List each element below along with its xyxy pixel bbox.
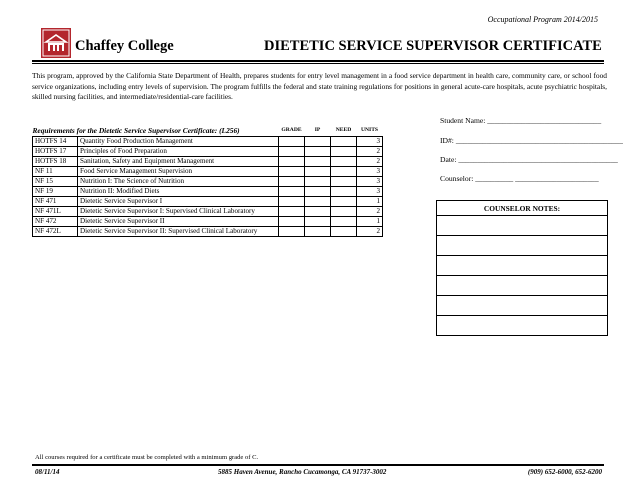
counselor-notes-line[interactable] bbox=[437, 236, 608, 256]
ip-cell[interactable] bbox=[305, 227, 331, 237]
requirements-header-row bbox=[33, 121, 383, 137]
course-row bbox=[33, 207, 383, 217]
units-cell: 2 bbox=[357, 207, 383, 217]
ip-column-header: IP bbox=[305, 121, 331, 137]
course-name: Sanitation, Safety and Equipment Management bbox=[78, 157, 279, 167]
need-cell[interactable] bbox=[331, 137, 357, 147]
grade-cell[interactable] bbox=[279, 157, 305, 167]
header-divider-secondary bbox=[32, 63, 604, 64]
course-name: Food Service Management Supervision bbox=[78, 167, 279, 177]
course-code: NF 15 bbox=[33, 177, 78, 187]
units-cell: 3 bbox=[357, 187, 383, 197]
ip-cell[interactable] bbox=[305, 177, 331, 187]
units-cell: 2 bbox=[357, 227, 383, 237]
program-year: Occupational Program 2014/2015 bbox=[487, 15, 598, 24]
grade-cell[interactable] bbox=[279, 197, 305, 207]
counselor-notes-line[interactable] bbox=[437, 276, 608, 296]
units-cell: 3 bbox=[357, 167, 383, 177]
counselor-notes-line[interactable] bbox=[437, 296, 608, 316]
need-cell[interactable] bbox=[331, 217, 357, 227]
need-cell[interactable] bbox=[331, 167, 357, 177]
course-name: Dietetic Service Supervisor I: Supervised Clinical Laboratory bbox=[78, 207, 279, 217]
ip-cell[interactable] bbox=[305, 217, 331, 227]
course-row bbox=[33, 217, 383, 227]
course-row bbox=[33, 197, 383, 207]
course-row bbox=[33, 227, 383, 237]
college-name: Chaffey College bbox=[75, 38, 174, 54]
grade-cell[interactable] bbox=[279, 227, 305, 237]
counselor-notes-box bbox=[436, 200, 608, 336]
course-row bbox=[33, 147, 383, 157]
student-name-field[interactable]: Student Name: ______________________________ bbox=[440, 116, 602, 125]
units-cell: 1 bbox=[357, 217, 383, 227]
course-name: Dietetic Service Supervisor I bbox=[78, 197, 279, 207]
course-name: Dietetic Service Supervisor II bbox=[78, 217, 279, 227]
grade-cell[interactable] bbox=[279, 207, 305, 217]
units-cell: 3 bbox=[357, 137, 383, 147]
course-name: Principles of Food Preparation bbox=[78, 147, 279, 157]
need-cell[interactable] bbox=[331, 147, 357, 157]
course-code: NF 471L bbox=[33, 207, 78, 217]
units-cell: 2 bbox=[357, 157, 383, 167]
need-cell[interactable] bbox=[331, 227, 357, 237]
units-cell: 2 bbox=[357, 147, 383, 157]
ip-cell[interactable] bbox=[305, 167, 331, 177]
course-row bbox=[33, 177, 383, 187]
grade-cell[interactable] bbox=[279, 147, 305, 157]
course-code: HOTFS 14 bbox=[33, 137, 78, 147]
course-code: NF 472 bbox=[33, 217, 78, 227]
ip-cell[interactable] bbox=[305, 197, 331, 207]
course-name: Nutrition I: The Science of Nutrition bbox=[78, 177, 279, 187]
units-column-header: UNITS bbox=[357, 121, 383, 137]
course-code: NF 11 bbox=[33, 167, 78, 177]
course-code: NF 19 bbox=[33, 187, 78, 197]
course-row bbox=[33, 167, 383, 177]
course-row bbox=[33, 187, 383, 197]
program-description: This program, approved by the California State Department of Health, prepares students for entry level management in a food service department in health care, community care, or school food service organizations, including entry levels of supervision. The program fulfills the federal and state training regulations for positions in general acute-care hospitals, acute psychiatric hospitals, skilled nursing facilities, and intermediate/residential-care facilities. bbox=[32, 71, 607, 101]
grade-cell[interactable] bbox=[279, 187, 305, 197]
ip-cell[interactable] bbox=[305, 187, 331, 197]
ip-cell[interactable] bbox=[305, 157, 331, 167]
grade-cell[interactable] bbox=[279, 167, 305, 177]
ip-cell[interactable] bbox=[305, 137, 331, 147]
footer-phone: (909) 652-6000, 652-6200 bbox=[527, 468, 602, 476]
certificate-title: DIETETIC SERVICE SUPERVISOR CERTIFICATE bbox=[264, 38, 602, 54]
need-column-header: NEED bbox=[331, 121, 357, 137]
grade-cell[interactable] bbox=[279, 137, 305, 147]
requirements-title: Requirements for the Dietetic Service Supervisor Certificate: (L256) bbox=[33, 121, 279, 137]
units-cell: 1 bbox=[357, 197, 383, 207]
grade-cell[interactable] bbox=[279, 177, 305, 187]
counselor-notes-line[interactable] bbox=[437, 256, 608, 276]
counselor-notes-line[interactable] bbox=[437, 316, 608, 336]
counselor-notes-line[interactable] bbox=[437, 216, 608, 236]
course-row bbox=[33, 137, 383, 147]
need-cell[interactable] bbox=[331, 157, 357, 167]
header-divider bbox=[32, 60, 604, 62]
course-name: Nutrition II: Modified Diets bbox=[78, 187, 279, 197]
grade-column-header: GRADE bbox=[279, 121, 305, 137]
grade-requirement-footnote: All courses required for a certificate must be completed with a minimum grade of C. bbox=[35, 454, 259, 461]
footer-address: 5885 Haven Avenue, Rancho Cucamonga, CA 91737-3002 bbox=[218, 468, 387, 476]
grade-cell[interactable] bbox=[279, 217, 305, 227]
ip-cell[interactable] bbox=[305, 147, 331, 157]
need-cell[interactable] bbox=[331, 177, 357, 187]
requirements-table bbox=[32, 121, 383, 237]
units-cell: 3 bbox=[357, 177, 383, 187]
counselor-field[interactable]: Counselor: __________ ______________________ bbox=[440, 174, 599, 183]
footer-date: 08/11/14 bbox=[35, 468, 60, 476]
need-cell[interactable] bbox=[331, 207, 357, 217]
course-code: NF 472L bbox=[33, 227, 78, 237]
ip-cell[interactable] bbox=[305, 207, 331, 217]
course-row bbox=[33, 157, 383, 167]
course-code: HOTFS 18 bbox=[33, 157, 78, 167]
chaffey-college-logo-icon bbox=[41, 28, 71, 58]
course-code: NF 471 bbox=[33, 197, 78, 207]
need-cell[interactable] bbox=[331, 187, 357, 197]
student-id-field[interactable]: ID#: ____________________________________________ bbox=[440, 136, 623, 145]
counselor-notes-heading: COUNSELOR NOTES: bbox=[437, 201, 608, 216]
footer-divider bbox=[32, 464, 604, 466]
course-code: HOTFS 17 bbox=[33, 147, 78, 157]
course-name: Quantity Food Production Management bbox=[78, 137, 279, 147]
course-name: Dietetic Service Supervisor II: Supervised Clinical Laboratory bbox=[78, 227, 279, 237]
date-field[interactable]: Date: __________________________________________ bbox=[440, 155, 618, 164]
need-cell[interactable] bbox=[331, 197, 357, 207]
